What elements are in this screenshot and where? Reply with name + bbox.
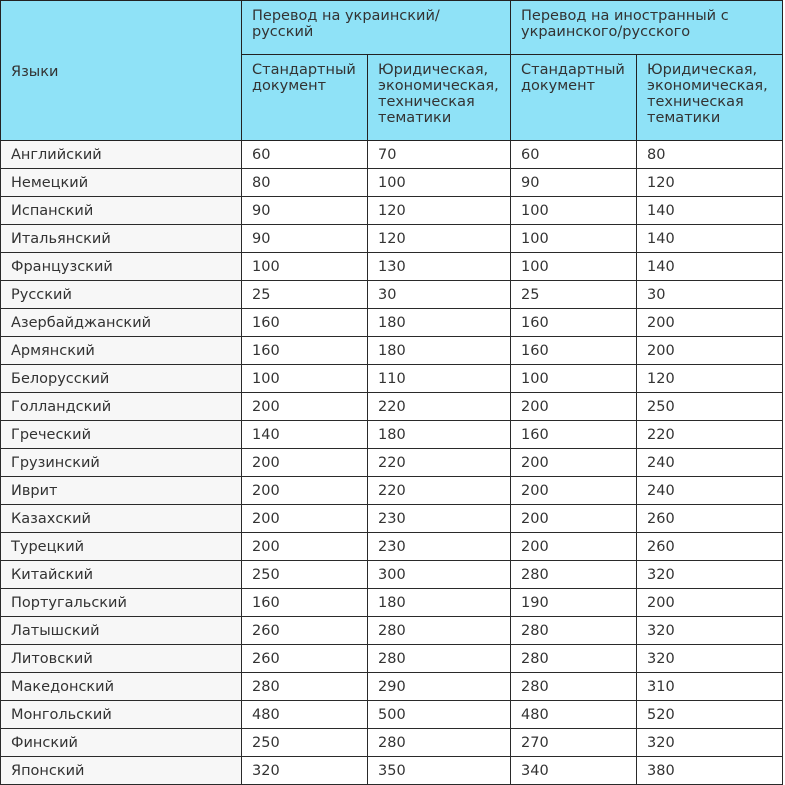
price-cell: 270 — [511, 729, 637, 757]
price-cell: 100 — [368, 169, 511, 197]
price-cell: 80 — [242, 169, 368, 197]
price-cell: 200 — [242, 393, 368, 421]
price-cell: 90 — [242, 225, 368, 253]
price-cell: 30 — [368, 281, 511, 309]
price-cell: 200 — [511, 449, 637, 477]
price-cell: 160 — [511, 309, 637, 337]
price-cell: 280 — [368, 645, 511, 673]
price-cell: 140 — [242, 421, 368, 449]
price-cell: 180 — [368, 309, 511, 337]
price-cell: 240 — [637, 477, 783, 505]
price-cell: 120 — [637, 169, 783, 197]
language-cell: Французский — [1, 253, 242, 281]
price-cell: 380 — [637, 757, 783, 785]
price-cell: 250 — [242, 729, 368, 757]
price-cell: 220 — [368, 477, 511, 505]
price-cell: 200 — [242, 449, 368, 477]
table-row — [1, 309, 783, 337]
language-cell: Португальский — [1, 589, 242, 617]
price-cell: 220 — [637, 421, 783, 449]
price-cell: 320 — [637, 645, 783, 673]
table-row — [1, 197, 783, 225]
price-cell: 190 — [511, 589, 637, 617]
language-cell: Китайский — [1, 561, 242, 589]
price-cell: 200 — [637, 337, 783, 365]
language-cell: Армянский — [1, 337, 242, 365]
language-cell: Греческий — [1, 421, 242, 449]
table-row — [1, 337, 783, 365]
price-cell: 260 — [637, 533, 783, 561]
language-cell: Английский — [1, 141, 242, 169]
language-cell: Испанский — [1, 197, 242, 225]
price-cell: 220 — [368, 393, 511, 421]
price-cell: 200 — [511, 533, 637, 561]
language-cell: Азербайджанский — [1, 309, 242, 337]
price-cell: 280 — [511, 645, 637, 673]
price-cell: 100 — [242, 365, 368, 393]
price-cell: 200 — [242, 505, 368, 533]
price-cell: 200 — [242, 477, 368, 505]
price-cell: 250 — [637, 393, 783, 421]
group-header-to-ukrainian: Перевод на украинский/ русский — [242, 1, 511, 55]
price-cell: 120 — [368, 225, 511, 253]
price-cell: 280 — [511, 617, 637, 645]
price-cell: 250 — [242, 561, 368, 589]
price-cell: 200 — [637, 589, 783, 617]
price-cell: 90 — [511, 169, 637, 197]
table-row — [1, 617, 783, 645]
price-cell: 260 — [637, 505, 783, 533]
price-cell: 280 — [368, 729, 511, 757]
table-row — [1, 757, 783, 785]
price-cell: 480 — [511, 701, 637, 729]
price-cell: 160 — [242, 589, 368, 617]
table-row — [1, 225, 783, 253]
price-cell: 520 — [637, 701, 783, 729]
price-cell: 100 — [511, 365, 637, 393]
price-cell: 60 — [242, 141, 368, 169]
language-cell: Латышский — [1, 617, 242, 645]
price-cell: 320 — [637, 729, 783, 757]
price-cell: 200 — [511, 393, 637, 421]
subheader-standard: Стандартный документ — [242, 55, 368, 141]
price-cell: 260 — [242, 617, 368, 645]
table-row — [1, 477, 783, 505]
price-cell: 160 — [511, 337, 637, 365]
table-row — [1, 729, 783, 757]
price-cell: 180 — [368, 337, 511, 365]
table-body — [1, 141, 783, 785]
language-cell: Белорусский — [1, 365, 242, 393]
price-cell: 230 — [368, 533, 511, 561]
price-cell: 310 — [637, 673, 783, 701]
table-row — [1, 561, 783, 589]
languages-header: Языки — [1, 1, 242, 141]
price-cell: 340 — [511, 757, 637, 785]
table-header — [1, 1, 783, 141]
price-cell: 120 — [368, 197, 511, 225]
price-cell: 110 — [368, 365, 511, 393]
table-row — [1, 589, 783, 617]
table-row — [1, 253, 783, 281]
price-cell: 120 — [637, 365, 783, 393]
table-row — [1, 365, 783, 393]
price-cell: 100 — [242, 253, 368, 281]
price-cell: 160 — [242, 309, 368, 337]
price-cell: 200 — [511, 477, 637, 505]
price-cell: 100 — [511, 253, 637, 281]
price-cell: 200 — [242, 533, 368, 561]
language-cell: Турецкий — [1, 533, 242, 561]
subheader-standard: Стандартный документ — [511, 55, 637, 141]
price-cell: 220 — [368, 449, 511, 477]
table-row — [1, 645, 783, 673]
language-cell: Финский — [1, 729, 242, 757]
language-cell: Немецкий — [1, 169, 242, 197]
subheader-specialized: Юридическая, экономическая, техническая тематики — [637, 55, 783, 141]
price-cell: 160 — [511, 421, 637, 449]
price-cell: 230 — [368, 505, 511, 533]
price-cell: 160 — [242, 337, 368, 365]
price-cell: 280 — [242, 673, 368, 701]
price-cell: 25 — [242, 281, 368, 309]
price-cell: 260 — [242, 645, 368, 673]
price-cell: 70 — [368, 141, 511, 169]
price-cell: 300 — [368, 561, 511, 589]
subheader-specialized: Юридическая, экономическая, техническая тематики — [368, 55, 511, 141]
price-cell: 200 — [637, 309, 783, 337]
price-cell: 320 — [637, 617, 783, 645]
language-cell: Японский — [1, 757, 242, 785]
language-cell: Монгольский — [1, 701, 242, 729]
table-row — [1, 533, 783, 561]
price-cell: 320 — [242, 757, 368, 785]
price-cell: 180 — [368, 589, 511, 617]
language-cell: Голландский — [1, 393, 242, 421]
language-cell: Итальянский — [1, 225, 242, 253]
table-row — [1, 281, 783, 309]
price-cell: 100 — [511, 225, 637, 253]
table-row — [1, 169, 783, 197]
language-cell: Иврит — [1, 477, 242, 505]
price-cell: 280 — [511, 673, 637, 701]
language-cell: Македонский — [1, 673, 242, 701]
price-cell: 240 — [637, 449, 783, 477]
price-cell: 30 — [637, 281, 783, 309]
price-cell: 200 — [511, 505, 637, 533]
group-header-to-foreign: Перевод на иностранный с украинского/русского — [511, 1, 783, 55]
price-cell: 180 — [368, 421, 511, 449]
price-cell: 130 — [368, 253, 511, 281]
price-cell: 320 — [637, 561, 783, 589]
language-cell: Литовский — [1, 645, 242, 673]
table-row — [1, 393, 783, 421]
table-row — [1, 673, 783, 701]
table-row — [1, 449, 783, 477]
price-cell: 100 — [511, 197, 637, 225]
price-cell: 25 — [511, 281, 637, 309]
price-cell: 140 — [637, 197, 783, 225]
price-cell: 60 — [511, 141, 637, 169]
table-row — [1, 505, 783, 533]
price-cell: 80 — [637, 141, 783, 169]
table-row — [1, 141, 783, 169]
table-row — [1, 421, 783, 449]
price-cell: 290 — [368, 673, 511, 701]
language-cell: Грузинский — [1, 449, 242, 477]
price-cell: 140 — [637, 253, 783, 281]
price-cell: 480 — [242, 701, 368, 729]
table-row — [1, 701, 783, 729]
language-cell: Русский — [1, 281, 242, 309]
price-cell: 140 — [637, 225, 783, 253]
price-cell: 280 — [368, 617, 511, 645]
price-cell: 280 — [511, 561, 637, 589]
price-cell: 90 — [242, 197, 368, 225]
price-cell: 500 — [368, 701, 511, 729]
price-cell: 350 — [368, 757, 511, 785]
language-cell: Казахский — [1, 505, 242, 533]
